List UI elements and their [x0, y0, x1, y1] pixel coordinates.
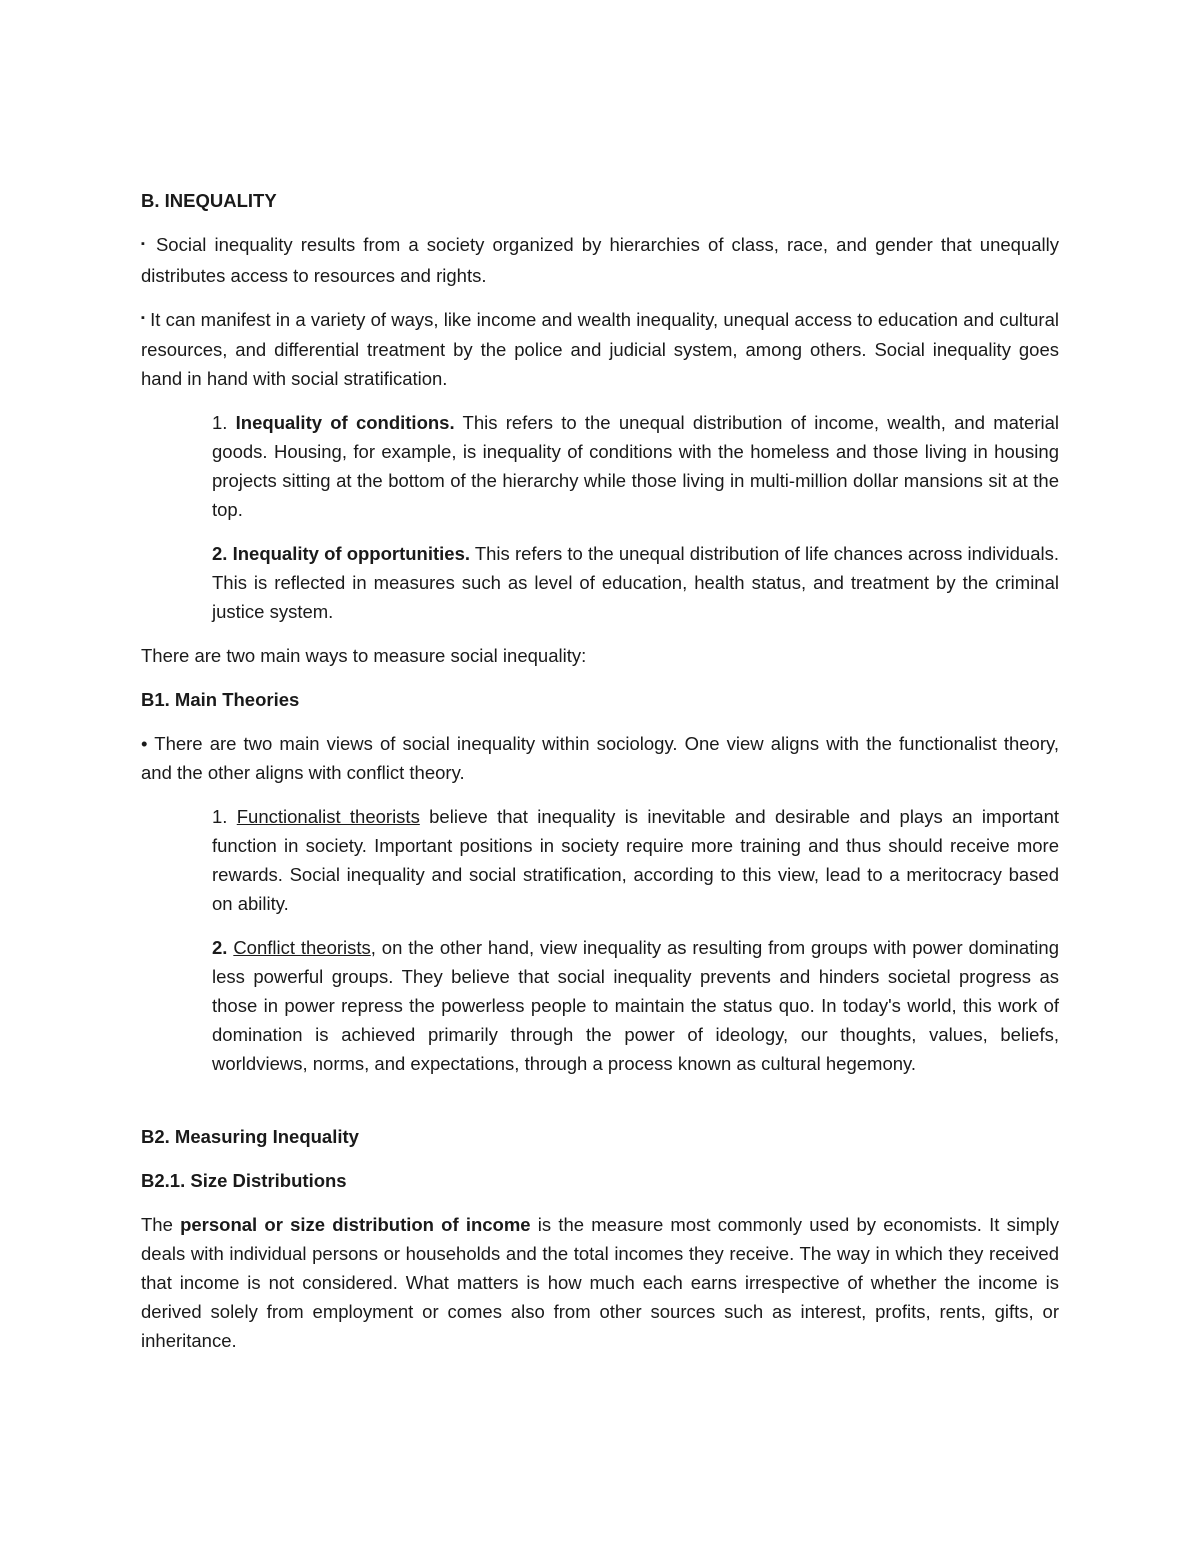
item-term: Inequality of conditions.: [235, 412, 455, 434]
numbered-item: [212, 408, 1059, 524]
round-bullet-icon: •: [141, 733, 148, 755]
body-paragraph: [141, 1210, 1059, 1355]
numbered-item: [212, 933, 1059, 1078]
para-term: personal or size distribution of income: [180, 1214, 531, 1236]
item-term: Inequality of opportunities.: [232, 543, 471, 565]
bullet-paragraph: [141, 729, 1059, 787]
item-text: This refers to the unequal distribution of income, wealth, and material goods. Housing, for example, is inequality of conditions with the homeless and those living in housing projects sitting at the bottom of the hierarchy while those living in multi-million dollar mansions sit at the top.: [212, 412, 1060, 521]
section-heading: B. INEQUALITY: [141, 190, 277, 211]
item-text: believe that inequality is inevitable and desirable and plays an important function in society. Important positions in society require more training and thus should receive more rewards. Social inequality and social stratification, according to this view, lead to a meritocracy based on ability.: [212, 806, 1060, 915]
numbered-item: [212, 539, 1059, 626]
item-number: 1.: [212, 806, 228, 828]
bullet-text: There are two main views of social inequality within sociology. One view aligns with the functionalist theory, and the other aligns with conflict theory.: [141, 733, 1060, 784]
item-number: 2.: [212, 543, 228, 565]
square-bullet-icon: ▪: [141, 312, 145, 325]
item-number: 1.: [212, 412, 228, 434]
bullet-text: Social inequality results from a society organized by hierarchies of class, race, and gender that unequally distributes access to resources and rights.: [141, 234, 1059, 286]
bullet-text: It can manifest in a variety of ways, like income and wealth inequality, unequal access to education and cultural resources, and differential treatment by the police and judicial system, among others. Social inequality goes hand in hand with social stratification.: [141, 308, 1059, 390]
item-term: Functionalist theorists: [236, 806, 420, 828]
item-text: , on the other hand, view inequality as resulting from groups with power dominating less powerful groups. They believe that social inequality prevents and hinders societal progress as those in power repress the powerless people to maintain the status quo. In today's world, this work of domination is achieved primarily through the power of ideology, our thoughts, values, beliefs, worldviews, norms, and expectations, through a process known as cultural hegemony.: [212, 937, 1059, 1075]
numbered-item: [212, 802, 1059, 918]
document-page: [141, 186, 1059, 1370]
item-term: Conflict theorists: [233, 937, 371, 959]
section-heading: B2. Measuring Inequality: [141, 1126, 359, 1148]
spacer: [141, 1093, 1059, 1122]
para-lead: The: [141, 1214, 173, 1236]
item-text: This refers to the unequal distribution of life chances across individuals. This is reflected in measures such as level of education, health status, and treatment by the criminal justice system.: [212, 543, 1059, 623]
intro-paragraph: There are two main ways to measure social inequality:: [141, 645, 587, 667]
square-bullet-icon: ▪: [141, 237, 148, 250]
item-number: 2.: [212, 937, 228, 959]
bullet-paragraph: [141, 305, 1059, 394]
para-text: is the measure most commonly used by economists. It simply deals with individual persons or households and the total incomes they receive. The way in which they received that income is not considered. What matters is how much each earns irrespective of whether the income is derived solely from employment or comes also from other sources such as interest, profits, rents, gifts, or inheritance.: [141, 1214, 1060, 1352]
subsection-heading: B2.1. Size Distributions: [141, 1170, 347, 1192]
bullet-paragraph: [141, 230, 1059, 290]
section-heading: B1. Main Theories: [141, 689, 300, 711]
